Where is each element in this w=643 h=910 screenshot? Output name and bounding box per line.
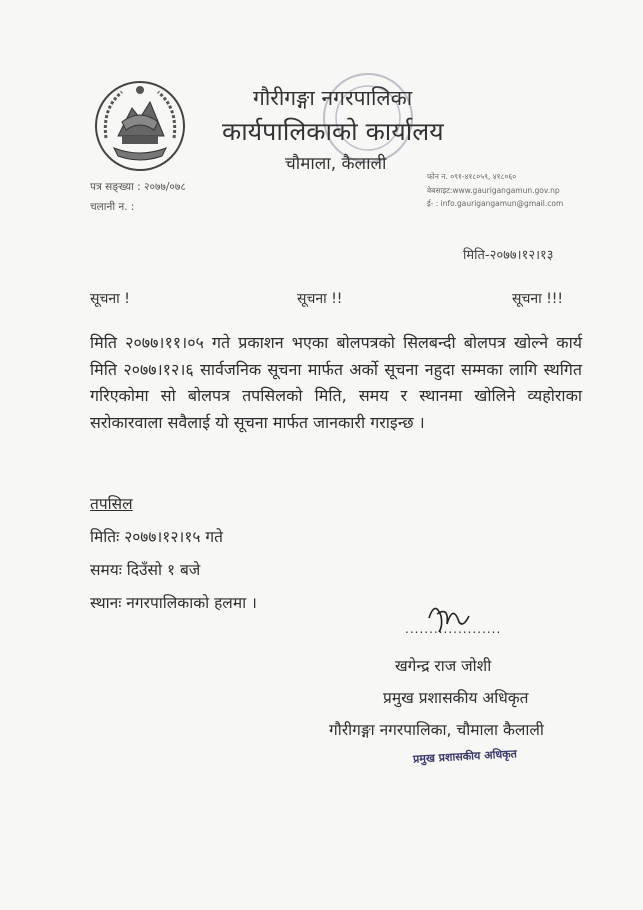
office-location: चौमाला, कैलाली — [285, 154, 387, 174]
signatory-post: प्रमुख प्रशासकीय अधिकृत — [383, 689, 529, 707]
municipality-name: गौरीगङ्गा नगरपालिका — [253, 86, 413, 110]
nepal-emblem-icon — [92, 78, 188, 174]
notice-heading-center: सूचना !! — [297, 291, 343, 307]
contact-email: ई- : info.gaurigangamun@gmail.com — [427, 199, 564, 208]
notice-heading-right: सूचना !!! — [512, 291, 564, 307]
dispatch-number: चलानी न. : — [90, 201, 135, 213]
schedule-time: समयः दिउँसो १ बजे — [90, 561, 201, 579]
notice-heading-left: सूचना ! — [90, 291, 130, 307]
schedule-date: मितिः २०७७।१२।१५ गते — [90, 528, 223, 546]
schedule-place: स्थानः नगरपालिकाको हलमा । — [90, 594, 257, 612]
signature-line: .................... — [405, 622, 502, 636]
notice-paragraph: मिति २०७७।११।०५ गते प्रकाशन भएका बोलपत्रको सिलबन्दी बोलपत्र खोल्ने कार्य मिति २०७७।१२।६ सार्वजनिक सूचना मार्फत अर्को सूचना नहुदा सम्मका लागि स्थगित गरिएकोमा सो बोलपत्र तपसिलको मिति, समय र स्थानमा खोलिने व्यहोराका सरोकारवाला सवैलाई यो सूचना मार्फत जानकारी गराइन्छ । — [90, 333, 582, 432]
designation-stamp: प्रमुख प्रशासकीय अधिकृत — [412, 747, 518, 766]
signatory-organization: गौरीगङ्गा नगरपालिका, चौमाला कैलाली — [329, 721, 544, 739]
office-name: कार्यपालिकाको कार्यालय — [222, 117, 444, 146]
document-date: मिति-२०७७।१२।१३ — [463, 248, 554, 263]
letter-number: पत्र सङ्ख्या : २०७७/०७८ — [90, 181, 186, 193]
contact-phone: फोन न. ०९१-४१८०५९, ४१८०६० — [427, 172, 517, 181]
signatory-name: खगेन्द्र राज जोशी — [395, 657, 492, 675]
contact-website: वेबसाइट:www.gaurigangamun.gov.np — [427, 186, 560, 195]
schedule-title: तपसिल — [90, 495, 133, 513]
